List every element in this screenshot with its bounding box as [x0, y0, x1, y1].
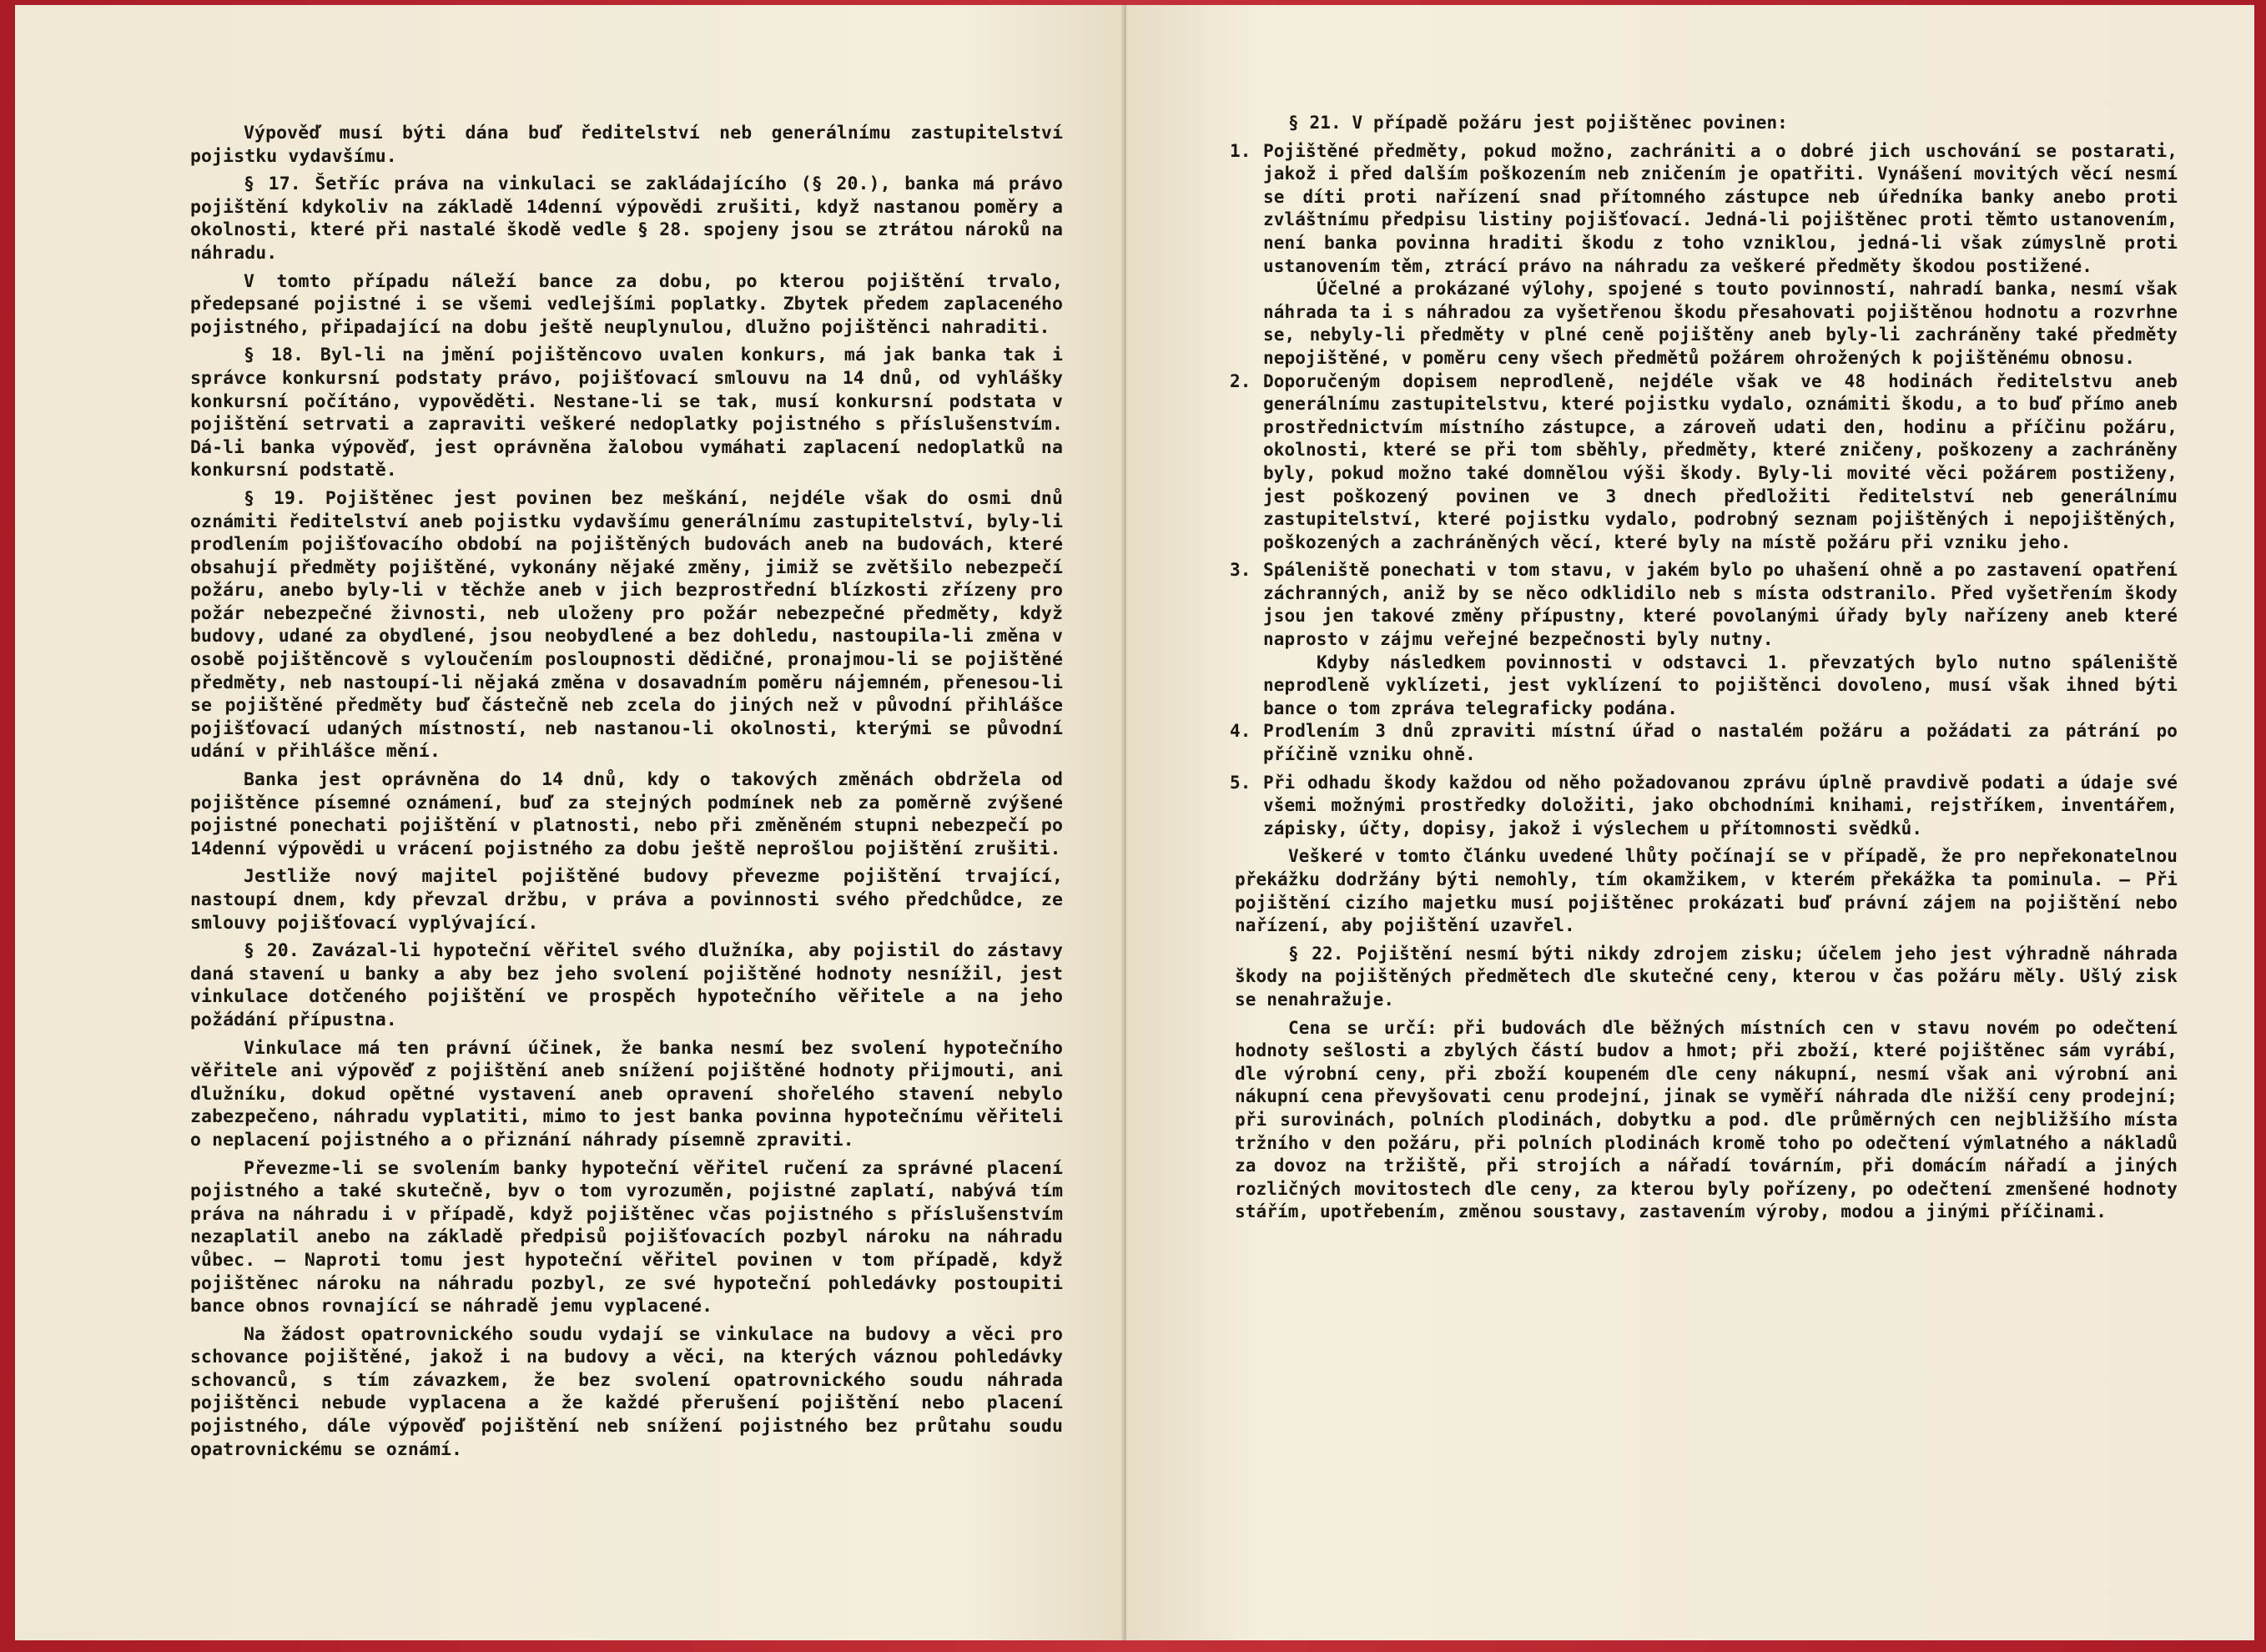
- left-page-text: [190, 122, 1063, 1461]
- right-page-text: [1230, 112, 2178, 1224]
- list-item-text: Při odhadu škody každou od něho požadovanou zprávu úplně pravdivě podati a údaje své všemi možnými prostředky doložiti, jako obchodními knihami, rejstříkem, inventářem, zápisky, účty, dopisy, jakož i výslechem u přítomnosti svědků.: [1263, 772, 2178, 839]
- list-number: 2.: [1230, 370, 1251, 391]
- list-item-5: [1230, 772, 2178, 841]
- section-21-heading: § 21. V případě požáru jest pojištěnec povinen:: [1288, 113, 1788, 133]
- paragraph: Veškeré v tomto článku uvedené lhůty počínají se v případě, že pro nepřekonatelnou překážku dodržány býti nemohly, tím okamžikem, v kterém překážka ta pominula. — Při pojištění cizího majetku musí pojištěnec prokázati buď právní zájem na pojištění nebo nařízení, aby pojištění uzavřel.: [1235, 846, 2178, 936]
- list-item-text: Spáleniště ponechati v tom stavu, v jakém bylo po uhašení ohně a po zastavení opatření záchranných, aniž by se něco odklidilo neb s místa odstranilo. Před vyšetřením škody jsou jen takové změny přípustny, které povolanými úřady byly nařízeny aneb které naprosto v zájmu veřejné bezpečnosti byly nutny.: [1263, 560, 2178, 650]
- paragraph: Převezme-li se svolením banky hypoteční věřitel ručení za správné placení pojistného a také skutečně, byv o tom vyrozuměn, pojistné zaplatí, nabývá tím práva na náhradu i v případě, když pojištěnec včas pojistného s příslušenstvím nezaplatil anebo na základě předpisů pojišťovacích pozbyl nároku na náhradu vůbec. — Naproti tomu jest hypoteční věřitel povinen v tom případě, když pojištěnec nároku na náhradu pozbyl, ze své hypoteční pohledávky postoupiti bance obnos rovnající se náhradě jemu vyplacené.: [190, 1157, 1063, 1317]
- paragraph-section-22: § 22. Pojištění nesmí býti nikdy zdrojem zisku; účelem jeho jest výhradně náhrada škody na pojištěných předmětech dle skutečné ceny, kterou v čas požáru měly. Ušlý zisk se nenahražuje.: [1235, 943, 2178, 1010]
- paragraph-section-17: § 17. Šetříc práva na vinkulaci se zakládajícího (§ 20.), banka má právo pojištění kdykoliv na základě 14denní výpovědi zrušiti, když nastanou poměry a okolnosti, které při nastalé škodě vedle § 28. spojeny jsou se ztrátou nároků na náhradu.: [190, 174, 1063, 264]
- list-item-4: [1230, 720, 2178, 766]
- list-item-1: [1230, 140, 2178, 279]
- list-item-subparagraph: Kdyby následkem povinnosti v odstavci 1. převzatých bylo nutno spáleniště neprodleně vyklízeti, jest vyklízení to pojištěnci dovoleno, musí však ihned býti bance o tom zpráva telegraficky podána.: [1263, 652, 2178, 718]
- list-number: 1.: [1230, 140, 1251, 161]
- left-page: [15, 5, 1126, 1640]
- list-item-subparagraph: Účelné a prokázané výlohy, spojené s touto povinností, nahradí banka, nesmí však náhrada ta i s náhradou za vyšetřenou škodu přesahovati pojištěnou hodnotu a rozvrhne se, nebyly-li předměty v plné ceně pojištěny aneb byly-li zachráněny také předměty nepojištěné, v poměru ceny všech předmětů požárem ohrožených k pojištěnému obnosu.: [1263, 279, 2178, 368]
- list-item-text: Doporučeným dopisem neprodleně, nejdéle však ve 48 hodinách ředitelstvu aneb generálnímu zastupitelstvu, které pojistku vydalo, oznámiti škodu, a to buď přímo aneb prostřednictvím místního zástupce, a zároveň udati den, hodinu a příčinu požáru, okolnosti, které se při tom sběhly, předměty, které zničeny, poškozeny a zachráněny byly, pokud možno také domnělou výši škody. Byly-li movité věci požárem postiženy, jest poškozený povinen ve 3 dnech předložiti ředitelství neb generálnímu zastupitelství, které pojistku vydalo, podrobný seznam pojištěných i nepojištěných, poškozených a zachráněných věcí, které byly na místě požáru při vzniku jeho.: [1263, 370, 2178, 552]
- paragraph: Na žádost opatrovnického soudu vydají se vinkulace na budovy a věci pro schovance pojištěné, jakož i na budovy a věci, na kterých váznou pohledávky schovanců, s tím závazkem, že bez svolení opatrovnického soudu náhrada pojištěnci nebude vyplacena a že každé přerušení pojištění nebo placení pojistného, dále výpověď pojištění neb snížení pojistného bez průtahu soudu opatrovnickému se oznámí.: [190, 1323, 1063, 1460]
- list-item-3: [1230, 559, 2178, 651]
- list-number: 5.: [1230, 772, 1251, 793]
- list-item-2: [1230, 370, 2178, 555]
- paragraph: Cena se určí: při budovách dle běžných místních cen v stavu novém po odečtení hodnoty sešlosti a zbylých částí budov a hmot; při zboží, které pojištěnec sám vyrábí, dle výrobní ceny, při zboží koupeném dle ceny nákupní, nesmí však ani výrobní ani nákupní cena převyšovati cenu prodejní, jinak se vyměří náhrada dle nižší ceny prodejní; při surovinách, polních plodinách, dobytku a pod. dle průměrných cen nejbližšího místa tržního v den požáru, při polních plodinách kromě toho po odečtení výmlatného a nákladů za dovoz na tržiště, při strojích a nářadí továrním, při domácím nářadí a jiných rozličných movitostech dle ceny, za kterou byly pořízeny, po odečtení zmenšené hodnoty stářím, upotřebením, změnou soustavy, zastavením výroby, modou a jinými příčinami.: [1235, 1017, 2178, 1222]
- list-number: 3.: [1230, 560, 1251, 581]
- right-page: [1126, 5, 2254, 1640]
- paragraph: Jestliže nový majitel pojištěné budovy převezme pojištění trvající, nastoupí dnem, kdy převzal držbu, v práva a povinnosti svého předchůdce, ze smlouvy pojišťovací vyplývající.: [190, 866, 1063, 934]
- paragraph-section-20: § 20. Zavázal-li hypoteční věřitel svého dlužníka, aby pojistil do zástavy daná stavení u banky a aby bez jeho svolení pojištěné hodnoty nesnížil, jest vinkulace dotčeného pojištění ve prospěch hypotečního věřitele a na jeho požádání přípustna.: [190, 940, 1063, 1030]
- paragraph-section-19: § 19. Pojištěnec jest povinen bez meškání, nejdéle však do osmi dnů oznámiti ředitelství aneb pojistku vydavšímu generálnímu zastupitelství, byly-li prodlením pojišťovacího období na pojištěných budovách aneb na budovách, které obsahují předměty pojištěné, vykonány nějaké změny, jimiž se zvětšilo nebezpečí požáru, anebo byly-li v těchže aneb v jich bezprostřední blízkosti zřízeny pro požár nebezpečné živnosti, neb uloženy pro požár nebezpečné předměty, když budovy, udané za obydlené, jsou neobydlené a bez dohledu, nastoupila-li změna v osobě pojištěncově s vyloučením posloupnosti dědičné, pronajmou-li se pojištěné předměty, neb nastoupí-li nějaká změna v dosavadním poměru nájemném, přenesou-li se pojištěné předměty buď částečně neb zcela do jiných než v původní přihlášce pojišťovací udaných místností, neb nastanou-li okolnosti, kterými se původní udání v přihlášce mění.: [190, 487, 1063, 763]
- list-item-text: Pojištěné předměty, pokud možno, zachrániti a o dobré jich uschování se postarati, jakož i před dalším poškozením neb zničením je opatřiti. Vynášení movitých věcí nesmí se díti proti nařízení snad přítomného zástupce neb úředníka banky anebo proti zvláštnímu předpisu listiny pojišťovací. Jedná-li pojištěnec proti těmto ustanovením, není banka povinna hraditi škodu z toho vzniklou, jedná-li však zúmyslně proti ustanovením těm, ztrácí právo na náhradu za veškeré předměty škodou postižené.: [1263, 140, 2178, 276]
- paragraph: V tomto případu náleží bance za dobu, po kterou pojištění trvalo, předepsané pojistné i se všemi vedlejšími poplatky. Zbytek předem zaplaceného pojistného, připadající na dobu ještě neuplynulou, dlužno pojištěnci nahraditi.: [190, 270, 1063, 338]
- paragraph-section-18: § 18. Byl-li na jmění pojištěncovo uvalen konkurs, má jak banka tak i správce konkursní podstaty právo, pojišťovací smlouvu na 14 dnů, od vyhlášky konkursní počítáno, vypověděti. Nestane-li se tak, musí konkursní podstata v pojištění setrvati a zapraviti veškeré nedoplatky pojistného s příslušenstvím. Dá-li banka výpověď, jest oprávněna žalobou vymáhati zaplacení nedoplatků na konkursní podstatě.: [190, 345, 1063, 481]
- paragraph: Vinkulace má ten právní účinek, že banka nesmí bez svolení hypotečního věřitele ani výpověď z pojištění aneb snížení pojištěné hodnoty přijmouti, ani dlužníku, dokud opětné vystavení aneb opravení shořelého stavení nebylo zabezpečeno, náhradu vyplatiti, mimo to jest banka povinna hypotečnímu věřiteli o neplacení pojistného a o přiznání náhrady písemně zpraviti.: [190, 1037, 1063, 1151]
- paragraph: Banka jest oprávněna do 14 dnů, kdy o takových změnách obdržela od pojištěnce písemné oznámení, buď za stejných podmínek neb za poměrně zvýšené pojistné ponechati pojištění v platnosti, nebo při změněném stupni nebezpečí po 14denní výpovědi u vrácení pojistného za dobu ještě neprošlou pojištění zrušiti.: [190, 769, 1063, 859]
- list-item-text: Prodlením 3 dnů zpraviti místní úřad o nastalém požáru a požádati za pátrání po příčině vzniku ohně.: [1263, 721, 2178, 765]
- list-number: 4.: [1230, 721, 1251, 742]
- paragraph: Výpověď musí býti dána buď ředitelství neb generálnímu zastupitelství pojistku vydavšímu.: [190, 123, 1063, 167]
